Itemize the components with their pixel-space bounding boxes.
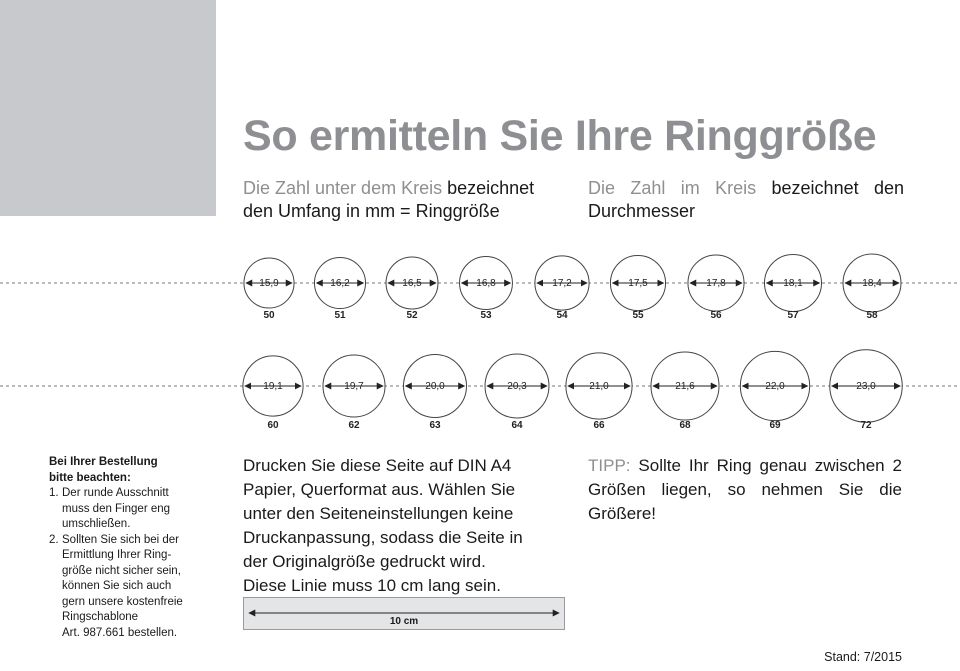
order-note-item-2: 2. Sollten Sie sich bei der Ermittlung Ihrer Ring- größe nicht sicher sein, können Sie sich auch gern unsere kostenfreie Ringschablone Art. 987.661 bestellen. <box>49 533 183 639</box>
ring-diameter-label: 17,5 <box>628 278 648 289</box>
order-note-item-1: 1. Der runde Ausschnitt muss den Finger eng umschließen. <box>49 487 171 530</box>
ring-diameter-label: 17,2 <box>552 278 572 289</box>
intro-right-highlight: Die Zahl im Kreis <box>588 178 757 198</box>
ring-size-item <box>323 355 385 431</box>
ring-size-item <box>243 356 303 431</box>
ring-size-item <box>764 254 821 321</box>
ring-size-label: 69 <box>769 420 781 431</box>
ring-size-item <box>244 258 294 321</box>
intro-left-line2: den Umfang in mm = Ringgröße <box>243 201 500 221</box>
ring-size-label: 58 <box>866 310 878 321</box>
print-line: unter den Seiteneinstellungen keine <box>243 504 514 523</box>
ring-size-label: 54 <box>556 310 568 321</box>
ring-size-label: 60 <box>267 420 279 431</box>
ring-size-label: 68 <box>679 420 691 431</box>
ring-size-item <box>740 351 809 431</box>
ring-size-item <box>651 352 719 431</box>
ring-size-label: 72 <box>860 420 872 431</box>
ring-diameter-label: 18,4 <box>862 278 882 289</box>
ring-diameter-label: 20,3 <box>507 381 527 392</box>
intro-left-rest: bezeichnet <box>442 178 535 198</box>
ring-size-label: 57 <box>787 310 799 321</box>
stand-date: Stand: 7/2015 <box>824 650 902 664</box>
ring-size-item <box>566 353 632 431</box>
ring-size-label: 56 <box>710 310 722 321</box>
ring-size-item <box>843 254 901 321</box>
ring-size-label: 62 <box>348 420 360 431</box>
tip-box <box>588 454 902 526</box>
ring-size-item <box>386 257 438 321</box>
ring-diameter-label: 22,0 <box>765 381 785 392</box>
ring-diameter-label: 21,6 <box>675 381 695 392</box>
ring-diameter-label: 16,2 <box>330 278 350 289</box>
ring-size-item <box>485 354 549 431</box>
ring-size-item <box>535 256 589 321</box>
ring-size-label: 64 <box>511 420 523 431</box>
ring-size-label: 52 <box>406 310 418 321</box>
ring-size-item <box>688 255 744 321</box>
ring-diameter-label: 23,0 <box>856 381 876 392</box>
ring-size-item <box>460 257 513 321</box>
ring-diameter-label: 19,7 <box>344 381 364 392</box>
tip-label: TIPP: <box>588 456 631 475</box>
print-line: Drucken Sie diese Seite auf DIN A4 <box>243 456 512 475</box>
ring-diameter-label: 21,0 <box>589 381 609 392</box>
ring-diameter-label: 16,8 <box>476 278 496 289</box>
print-instructions <box>243 454 556 598</box>
tip-text: Sollte Ihr Ring genau zwischen 2 Größen liegen, so nehmen Sie die Größere! <box>588 456 902 523</box>
order-note-list <box>49 486 229 641</box>
ring-size-label: 66 <box>593 420 605 431</box>
print-line: der Originalgröße gedruckt wird. <box>243 552 486 571</box>
intro-right-line2: Durchmesser <box>588 201 696 221</box>
ring-size-label: 51 <box>334 310 346 321</box>
calibration-ruler <box>243 597 565 630</box>
intro-left-highlight: Die Zahl unter dem Kreis <box>243 178 443 198</box>
print-line: Papier, Querformat aus. Wählen Sie <box>243 480 516 499</box>
ring-diameter-label: 18,1 <box>783 278 803 289</box>
order-note <box>49 455 229 641</box>
ring-diameter-label: 15,9 <box>259 278 279 289</box>
ring-size-label: 55 <box>632 310 644 321</box>
ruler-label: 10 cm <box>389 616 419 627</box>
ring-size-item <box>610 255 665 321</box>
ring-size-item <box>404 355 467 432</box>
ring-size-item <box>830 350 902 431</box>
ring-diameter-label: 17,8 <box>706 278 726 289</box>
ring-diameter-label: 20,0 <box>425 381 445 392</box>
order-note-heading: Bei Ihrer Bestellung bitte beachten: <box>49 456 158 484</box>
ring-diameter-label: 19,1 <box>263 381 283 392</box>
print-line: Diese Linie muss 10 cm lang sein. <box>243 576 501 595</box>
ring-size-label: 53 <box>480 310 492 321</box>
ring-diameter-label: 16,5 <box>402 278 422 289</box>
ring-size-item <box>314 257 365 321</box>
intro-right-rest: bezeichnet den <box>756 178 904 198</box>
ring-size-label: 50 <box>263 310 275 321</box>
ring-size-label: 63 <box>429 420 441 431</box>
print-line: Druckanpassung, sodass die Seite in <box>243 528 523 547</box>
page-title: So ermitteln Sie Ihre Ringgröße <box>243 112 877 160</box>
